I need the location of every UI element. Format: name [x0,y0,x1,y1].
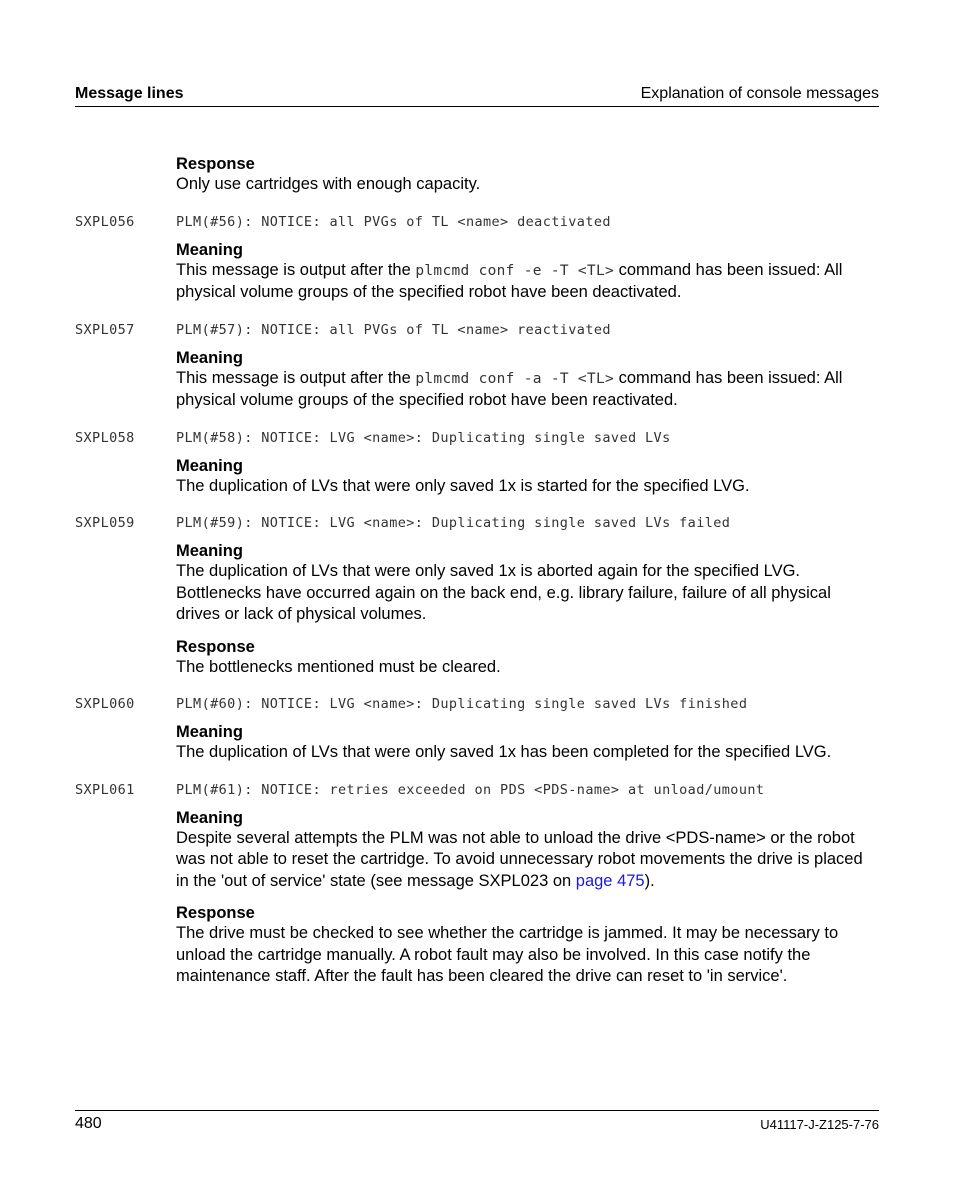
response-heading: Response [176,155,255,173]
meaning-text: This message is output after the plmcmd conf -a -T <TL> command has been issued: All physical volume groups of the specified robot have been reactivated. [176,368,843,409]
message-line [75,426,879,448]
meaning-text: Despite several attempts the PLM was not able to unload the drive <PDS-name> or the robot was not able to reset the cartridge. To avoid unnecessary robot movements the drive is placed in the 'out of service' state (see message SXPL023 on page 475). [176,828,863,890]
page-link[interactable]: page 475 [575,871,645,890]
response-text: The drive must be checked to see whether the cartridge is jammed. It may be necessary to unload the cartridge manually. A robot fault may also be involved. In this case notify the maintenance staff. After the fault has been cleared the drive can reset to 'in service'. [176,924,839,985]
meaning-section [176,541,879,626]
response-section [176,903,879,988]
meaning-heading: Meaning [176,808,243,827]
meaning-heading: Meaning [176,456,243,475]
meaning-section [176,722,879,764]
message-text: PLM(#57): NOTICE: all PVGs of TL <name> reactivated [176,321,611,338]
message-code: SXPL057 [75,321,135,338]
meaning-heading: Meaning [176,723,243,741]
intro-response [176,154,879,196]
response-heading: Response [176,637,255,656]
response-text: The bottlenecks mentioned must be cleared. [176,657,501,676]
meaning-heading: Meaning [176,542,243,560]
message-line [75,511,879,533]
command-code: plmcmd conf -e -T <TL> [415,262,615,279]
message-code: SXPL058 [75,429,135,446]
message-line [75,210,879,232]
meaning-section [176,456,879,498]
response-section [176,637,879,679]
page-header [75,84,879,107]
meaning-text: The duplication of LVs that were only saved 1x is started for the specified LVG. [176,476,750,495]
message-text: PLM(#58): NOTICE: LVG <name>: Duplicating single saved LVs [176,429,671,446]
message-code: SXPL061 [75,781,135,798]
message-code: SXPL056 [75,213,135,230]
message-text: PLM(#60): NOTICE: LVG <name>: Duplicating single saved LVs finished [176,696,748,712]
response-text: Only use cartridges with enough capacity. [176,175,481,193]
document-body [75,154,879,988]
meaning-section [176,240,879,304]
page-number: 480 [75,1115,102,1132]
meaning-text: This message is output after the plmcmd conf -e -T <TL> command has been issued: All physical volume groups of the specified robot have been deactivated. [176,260,843,301]
command-code: plmcmd conf -a -T <TL> [415,370,615,387]
message-text: PLM(#56): NOTICE: all PVGs of TL <name> deactivated [176,213,611,230]
meaning-text: The duplication of LVs that were only saved 1x is aborted again for the specified LVG. Bottlenecks have occurred again on the back end, e.g. library failure, failure of all physical drives or lack of physical volumes. [176,562,831,623]
message-code: SXPL059 [75,515,135,531]
meaning-heading: Meaning [176,240,243,259]
document-id: U41117-J-Z125-7-76 [760,1117,879,1132]
message-line [75,692,879,714]
meaning-heading: Meaning [176,348,243,367]
header-section-title: Message lines [75,85,184,102]
message-line [75,318,879,340]
response-heading: Response [176,904,255,922]
message-code: SXPL060 [75,696,135,712]
message-text: PLM(#61): NOTICE: retries exceeded on PDS <PDS-name> at unload/umount [176,781,765,798]
meaning-section [176,348,879,412]
meaning-section [176,808,879,893]
header-chapter-title: Explanation of console messages [640,85,879,102]
page-footer [75,1110,879,1132]
message-text: PLM(#59): NOTICE: LVG <name>: Duplicating single saved LVs failed [176,515,731,531]
message-line [75,778,879,800]
meaning-text: The duplication of LVs that were only saved 1x has been completed for the specified LVG. [176,743,832,761]
